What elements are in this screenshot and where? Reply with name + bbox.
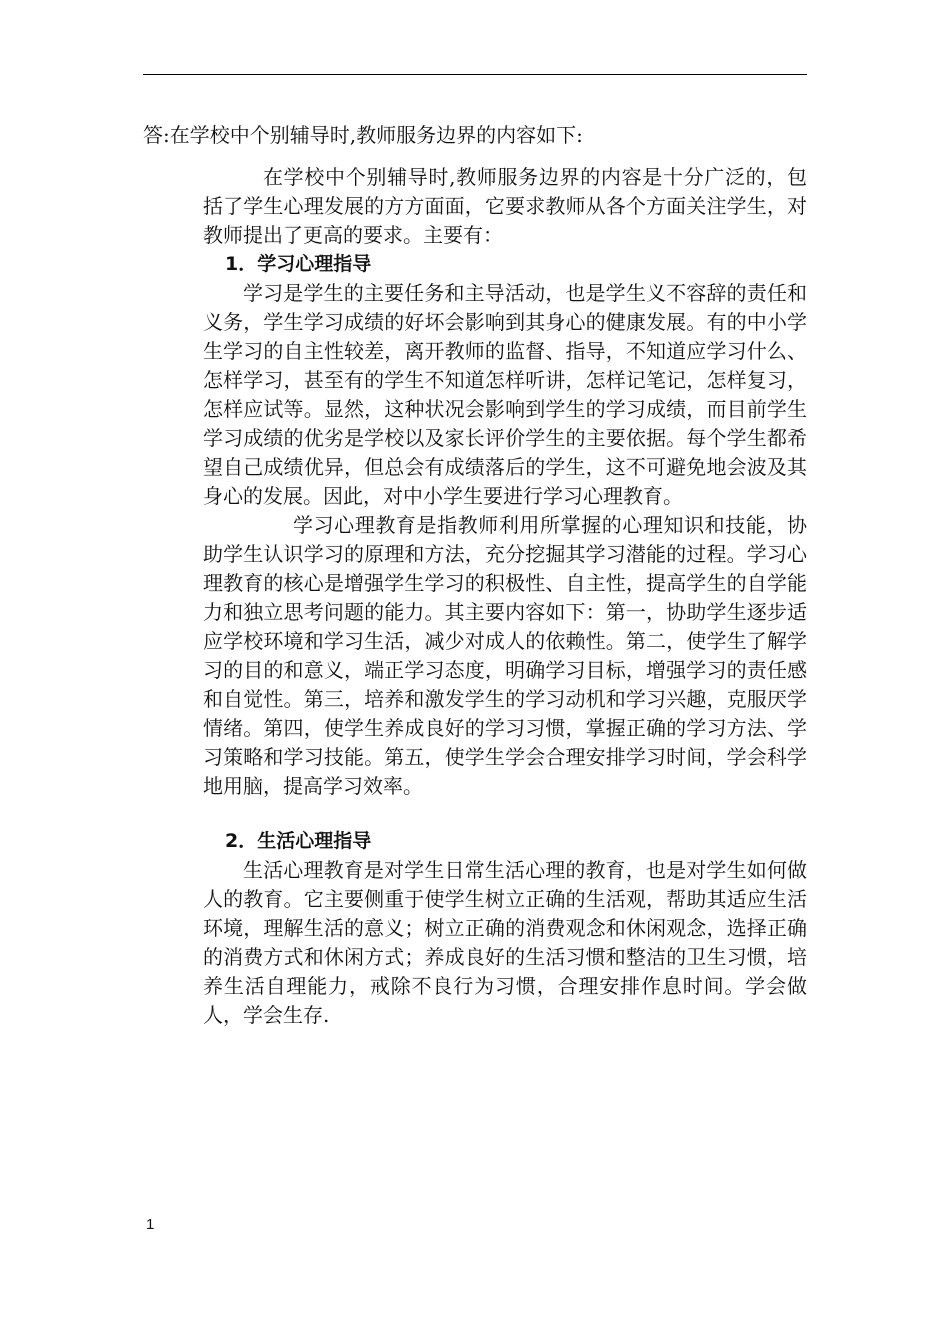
section-heading-life: 2．生活心理指导	[225, 830, 372, 852]
intro-paragraph: 在学校中个别辅导时,教师服务边界的内容是十分广泛的，包括了学生心理发展的方方面面，它要求教师从各个方面关注学生，对教师提出了更高的要求。主要有：	[203, 165, 807, 247]
document-body	[203, 163, 807, 1030]
life-paragraph-1: 生活心理教育是对学生日常生活心理的教育，也是对学生如何做人的教育。它主要侧重于使学生树立正确的生活观，帮助其适应生活环境，理解生活的意义；树立正确的消费观念和休闲观念，选择正确的消费方式和休闲方式；养成良好的生活习惯和整洁的卫生习惯，培养生活自理能力，戒除不良行为习惯，合理安排作息时间。学会做人，学会生存.	[203, 858, 807, 1027]
learning-paragraph-1: 学习是学生的主要任务和主导活动，也是学生义不容辞的责任和义务，学生学习成绩的好坏会影响到其身心的健康发展。有的中小学生学习的自主性较差，离开教师的监督、指导，不知道应学习什么、怎样学习，甚至有的学生不知道怎样听讲，怎样记笔记，怎样复习，怎样应试等。显然，这种状况会影响到学生的学习成绩，而目前学生学习成绩的优劣是学校以及家长评价学生的主要依据。每个学生都希望自己成绩优异，但总会有成绩落后的学生，这不可避免地会波及其身心的发展。因此，对中小学生要进行学习心理教育。	[203, 281, 807, 508]
learning-paragraph-2: 学习心理教育是指教师利用所掌握的心理知识和技能，协助学生认识学习的原理和方法，充分挖掘其学习潜能的过程。学习心理教育的核心是增强学生学习的积极性、自主性，提高学生的自学能力和独立思考问题的能力。其主要内容如下：第一，协助学生逐步适应学校环境和学习生活，减少对成人的依赖性。第二，使学生了解学习的目的和意义，端正学习态度，明确学习目标，增强学习的责任感和自觉性。第三，培养和激发学生的学习动机和学习兴趣，克服厌学情绪。第四，使学生养成良好的学习习惯，掌握正确的学习方法、学习策略和学习技能。第五，使学生学会合理安排学习时间，学会科学地用脑，提高学习效率。	[203, 513, 807, 798]
page-number: 1	[146, 1216, 155, 1233]
section-spacer	[203, 801, 807, 827]
header-rule	[143, 74, 807, 75]
section-heading-learning: 1．学习心理指导	[225, 253, 372, 275]
answer-intro: 答:在学校中个别辅导时,教师服务边界的内容如下:	[143, 123, 583, 147]
